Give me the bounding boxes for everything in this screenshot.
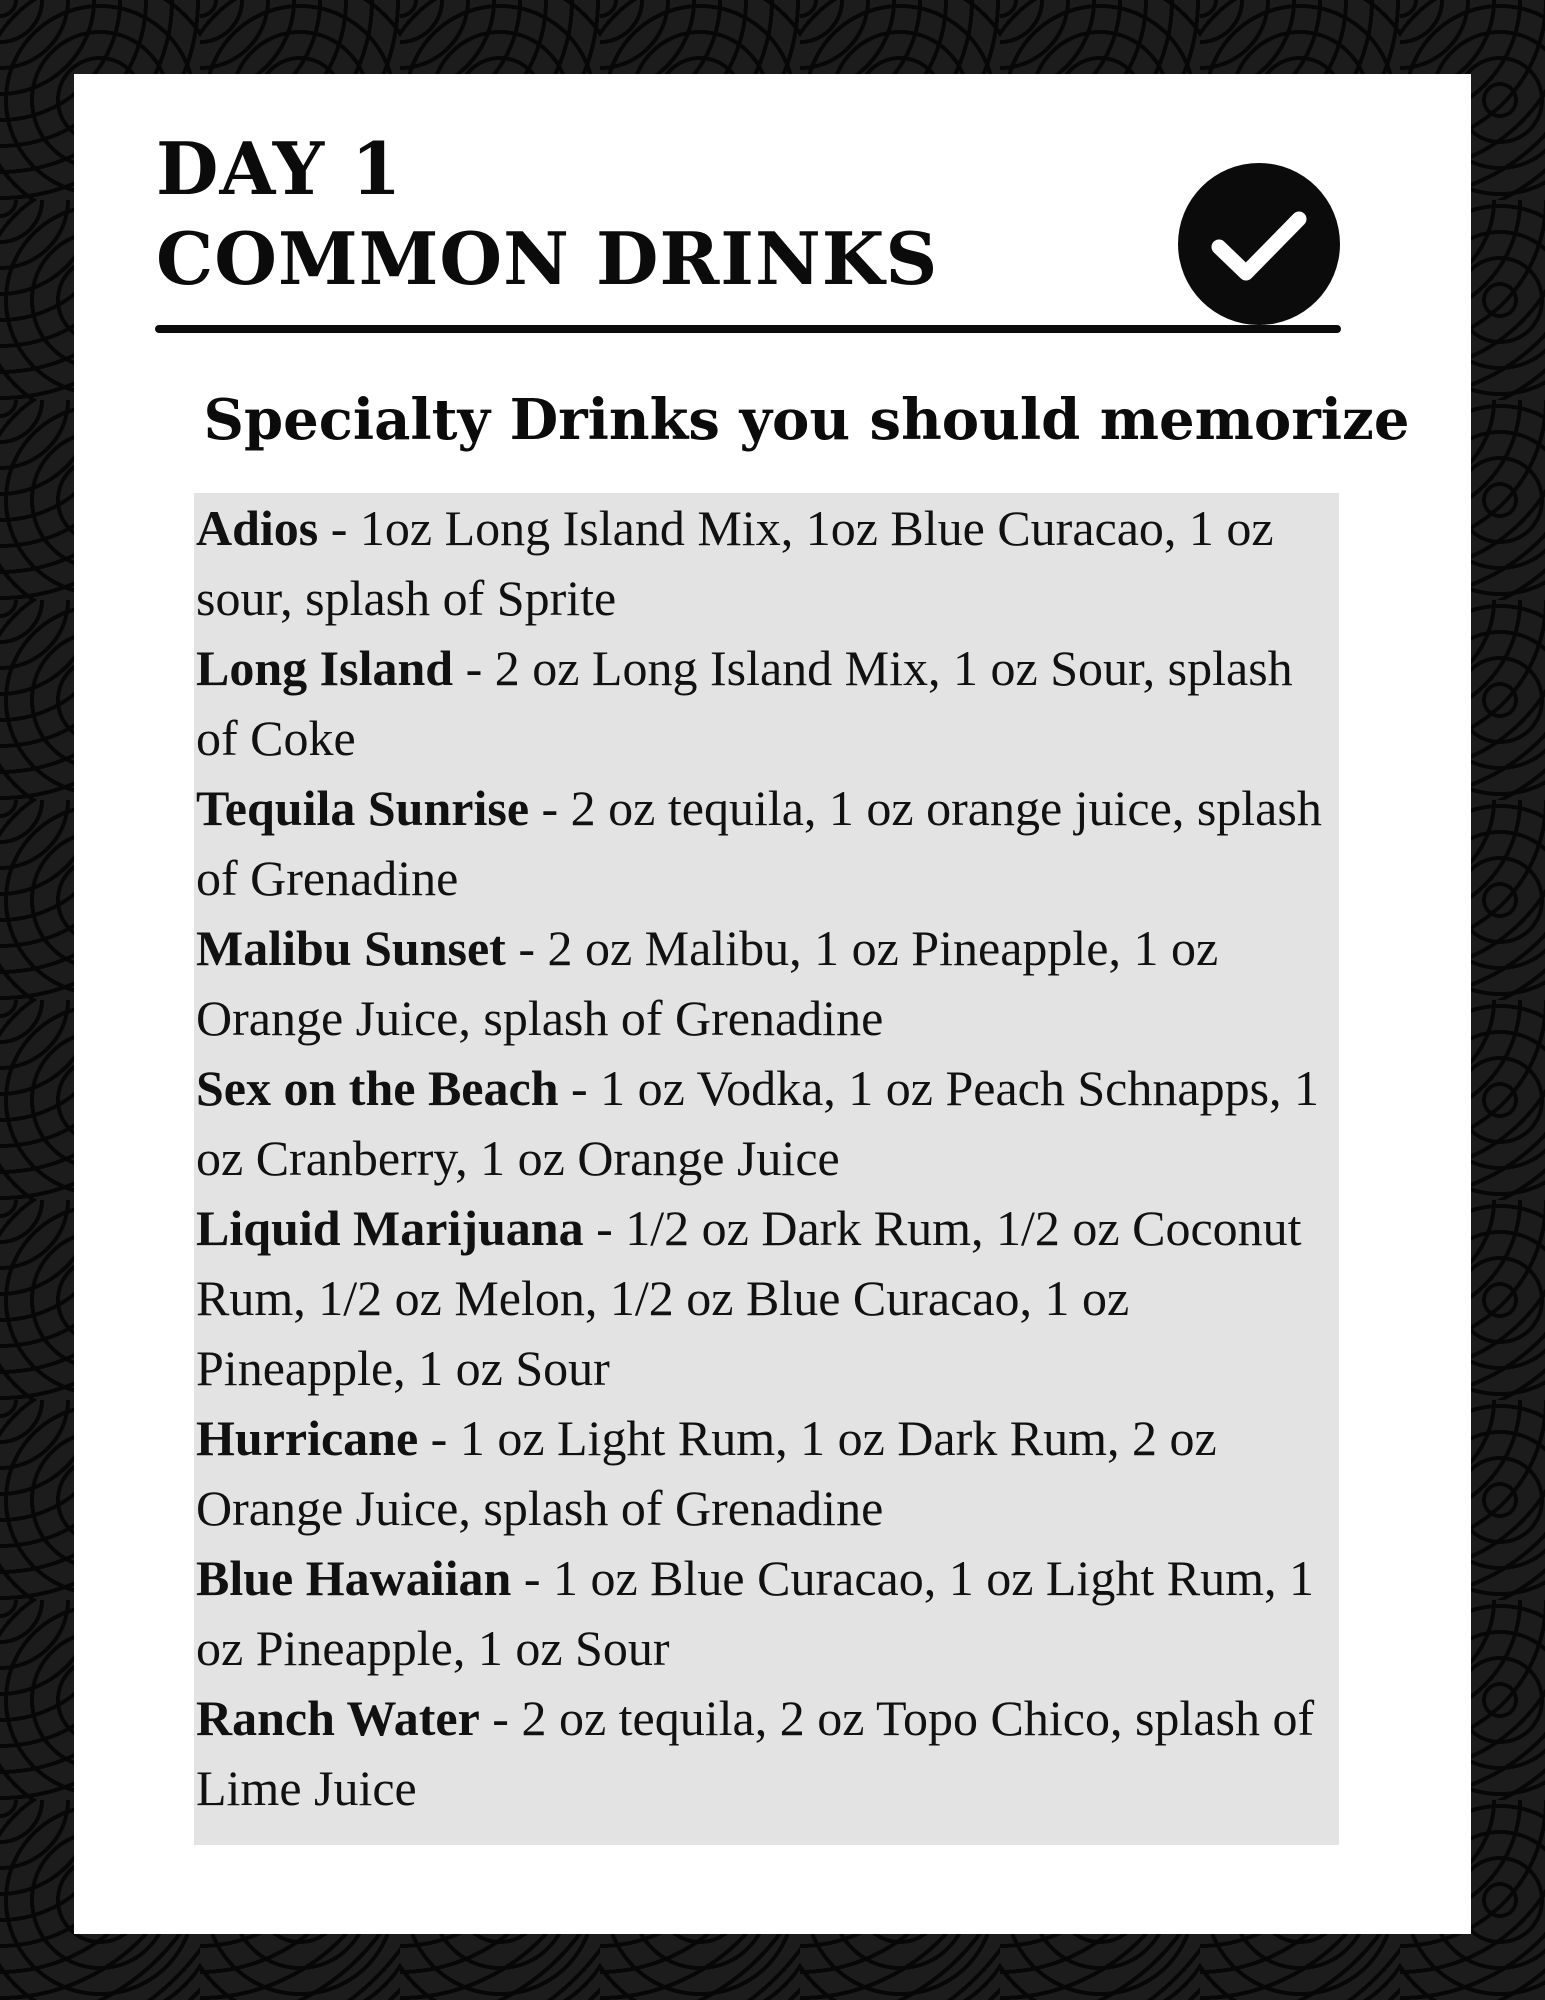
drink-name: Sex on the Beach <box>196 1060 559 1116</box>
drink-name: Hurricane <box>196 1410 419 1466</box>
drink-name: Ranch Water <box>196 1690 480 1746</box>
drink-item-blue-hawaiian <box>196 1543 1337 1683</box>
drink-name: Tequila Sunrise <box>196 780 530 836</box>
drink-recipe: - 1 oz Vodka, 1 oz Peach Schnapps, 1 oz Cranberry, 1 oz Orange Juice <box>196 1060 1320 1186</box>
drink-item-tequila-sunrise <box>196 773 1337 913</box>
checkmark-icon <box>1178 163 1340 325</box>
drink-name: Blue Hawaiian <box>196 1550 512 1606</box>
checkmark-badge <box>1178 163 1340 325</box>
drink-item-adios <box>196 493 1337 633</box>
drink-item-malibu-sunset <box>196 913 1337 1053</box>
drink-name: Long Island <box>196 640 454 696</box>
drink-recipe: - 1oz Long Island Mix, 1oz Blue Curacao, 1 oz sour, splash of Sprite <box>196 500 1274 626</box>
drink-item-liquid-marijuana <box>196 1193 1337 1403</box>
drink-name: Liquid Marijuana <box>196 1200 584 1256</box>
header-divider <box>155 325 1341 333</box>
drinks-list <box>194 493 1339 1845</box>
drink-name: Malibu Sunset <box>196 920 506 976</box>
drink-recipe: - 2 oz tequila, 2 oz Topo Chico, splash of Lime Juice <box>196 1690 1315 1816</box>
drink-recipe: - 1 oz Light Rum, 1 oz Dark Rum, 2 oz Orange Juice, splash of Grenadine <box>196 1410 1217 1536</box>
drink-recipe: - 2 oz Long Island Mix, 1 oz Sour, splash of Coke <box>196 640 1293 766</box>
section-subtitle: Specialty Drinks you should memorize <box>203 387 1410 453</box>
page-title <box>156 124 938 304</box>
drink-item-hurricane <box>196 1403 1337 1543</box>
drink-name: Adios <box>196 500 331 556</box>
drink-recipe: - 2 oz Malibu, 1 oz Pineapple, 1 oz Orange Juice, splash of Grenadine <box>196 920 1219 1046</box>
title-line-heading: COMMON DRINKS <box>156 216 939 301</box>
drink-recipe: - 2 oz tequila, 1 oz orange juice, splash of Grenadine <box>196 780 1322 906</box>
drink-recipe: - 1/2 oz Dark Rum, 1/2 oz Coconut Rum, 1/2 oz Melon, 1/2 oz Blue Curacao, 1 oz Pineapple, 1 oz Sour <box>196 1200 1302 1396</box>
title-line-day: DAY 1 <box>156 126 403 211</box>
drink-recipe: - 1 oz Blue Curacao, 1 oz Light Rum, 1 oz Pineapple, 1 oz Sour <box>196 1550 1314 1676</box>
drink-item-sex-on-the-beach <box>196 1053 1337 1193</box>
drink-item-long-island <box>196 633 1337 773</box>
drink-item-ranch-water <box>196 1683 1337 1823</box>
document-card <box>74 74 1471 1934</box>
